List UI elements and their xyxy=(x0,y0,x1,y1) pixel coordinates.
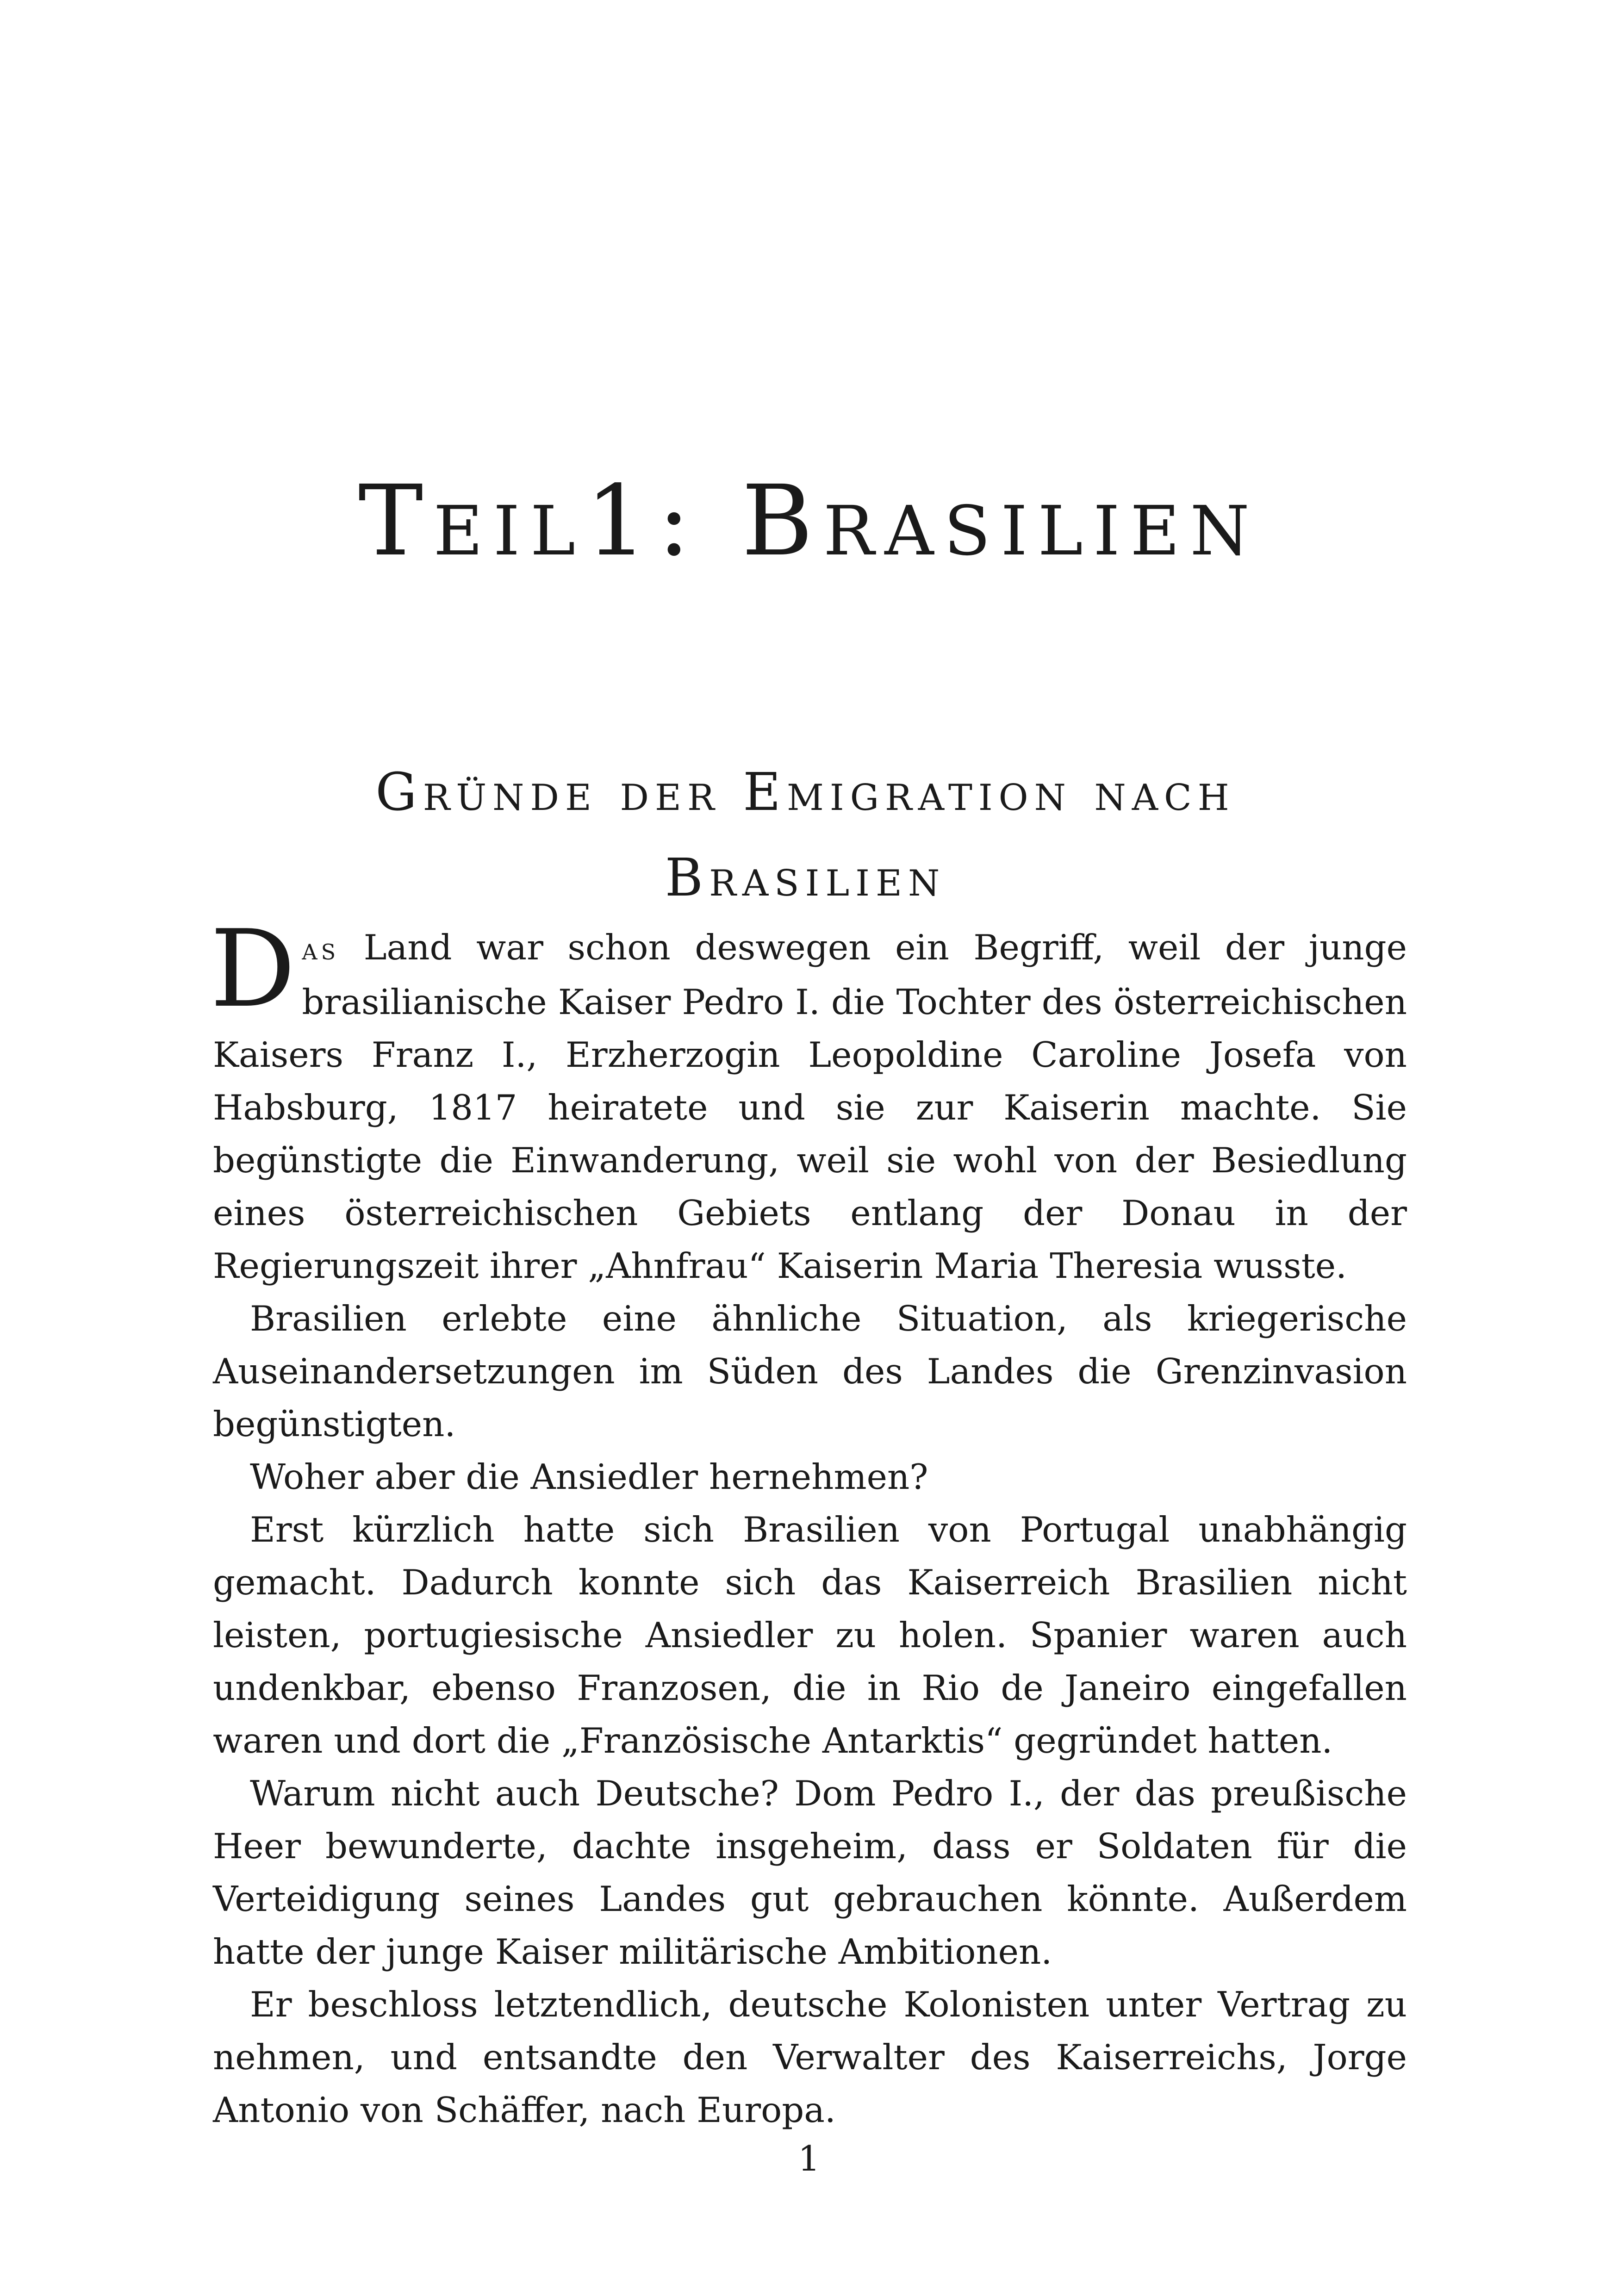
page-number: 1 xyxy=(798,2138,820,2179)
paragraph: Brasilien erlebte eine ähnliche Situation, als kriegerische Auseinandersetzungen im Süden des Landes die Grenzinvasion begünstigten. xyxy=(213,1298,1407,1444)
drop-cap: D xyxy=(210,908,296,1031)
paragraph: Er beschloss letztendlich, deutsche Kolonisten unter Vertrag zu nehmen, und entsandte den Verwalter des Kaiserreichs, Jorge Antonio von Schäffer, nach Europa. xyxy=(213,1984,1407,2130)
chapter-title: Gründe der Emigration nach Brasilien xyxy=(375,762,1235,908)
paragraph: Warum nicht auch Deutsche? Dom Pedro I., der das preußische Heer bewunderte, dachte insgeheim, dass er Soldaten für die Verteidigung seines Landes gut gebrauchen könnte. Außerdem hatte der junge Kaiser militärische Ambitionen. xyxy=(213,1773,1407,1972)
opening-paragraph xyxy=(210,908,1407,1292)
body-text xyxy=(210,908,1407,2136)
lead-in-small-caps: as xyxy=(302,931,340,967)
opening-paragraph-text: Land war schon deswegen ein Begriff, weil der junge brasilianische Kaiser Pedro I. die Tochter des österreichischen Kaisers Franz I., Erzherzogin Leopoldine Caroline Josefa von Habsburg, 1817 heiratete und sie zur Kaiserin machte. Sie begünstigte die Einwanderung, weil sie wohl von der Besiedlung eines österreichischen Gebiets entlang der Donau in der Regierungszeit ihrer „Ahnfrau“ Kaiserin Maria Theresia wusste. xyxy=(213,927,1407,1286)
part-title: Teil1: Brasilien xyxy=(358,464,1260,578)
paragraph: Woher aber die Ansiedler hernehmen? xyxy=(250,1456,928,1497)
paragraph: Erst kürzlich hatte sich Brasilien von Portugal unabhängig gemacht. Dadurch konnte sich das Kaiserreich Brasilien nicht leisten, portugiesische Ansiedler zu holen. Spanier waren auch undenkbar, ebenso Franzosen, die in Rio de Janeiro eingefallen waren und dort die „Französische Antarktis“ gegründet hatten. xyxy=(213,1509,1407,1761)
